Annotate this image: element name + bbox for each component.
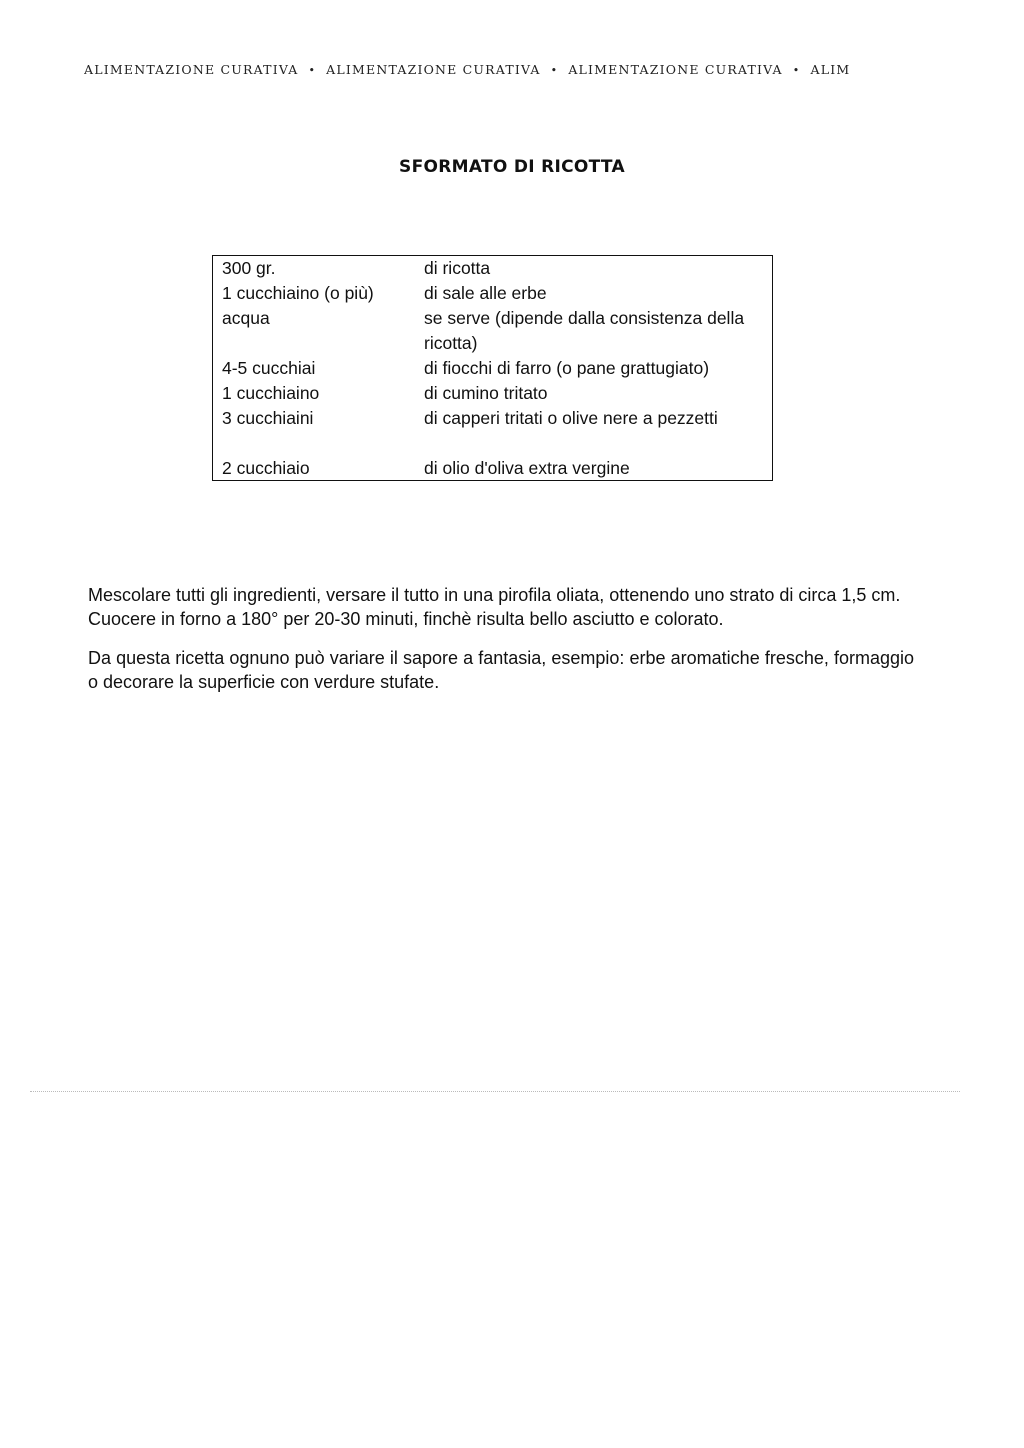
method-paragraph: Da questa ricetta ognuno può variare il sapore a fantasia, esempio: erbe aromatiche fresche, formaggio o decorare la superficie con verdure stufate. <box>88 648 914 692</box>
ingredient-description: se serve (dipende dalla consistenza della ricotta) <box>424 308 745 353</box>
header-separator: • <box>550 64 559 77</box>
ingredient-quantity: 1 cucchiaino (o più) <box>222 283 374 303</box>
header-segment: ALIMENTAZIONE CURATIVA <box>84 62 299 77</box>
ingredient-quantity: acqua <box>222 308 270 328</box>
ingredient-description: di capperi tritati o olive nere a pezzetti <box>424 408 718 428</box>
header-separator: • <box>792 64 801 77</box>
ingredients-table <box>212 255 773 481</box>
header-segment: ALIMENTAZIONE CURATIVA <box>568 62 783 77</box>
ingredient-description: di fiocchi di farro (o pane grattugiato) <box>424 358 710 378</box>
header-separator: • <box>308 64 317 77</box>
method-text <box>88 583 914 694</box>
ingredient-description: di sale alle erbe <box>424 283 547 303</box>
ingredient-description: di ricotta <box>424 258 491 278</box>
method-paragraph: Cuocere in forno a 180° per 20-30 minuti, finchè risulta bello asciutto e colorato. <box>88 609 724 629</box>
ingredient-quantity: 1 cucchiaino <box>222 383 320 403</box>
header-segment: ALIMENTAZIONE CURATIVA <box>326 62 541 77</box>
method-paragraph: Mescolare tutti gli ingredienti, versare il tutto in una pirofila oliata, ottenendo uno strato di circa 1,5 cm. <box>88 585 901 605</box>
ingredient-quantity: 4-5 cucchiai <box>222 358 316 378</box>
header-segment: ALIM <box>810 62 851 77</box>
ingredient-quantity: 2 cucchiaio <box>222 458 310 478</box>
ingredient-description: di cumino tritato <box>424 383 548 403</box>
ingredient-quantity: 300 gr. <box>222 258 276 278</box>
running-header <box>84 62 984 77</box>
recipe-title: SFORMATO DI RICOTTA <box>399 157 625 177</box>
scan-dotted-line <box>30 1091 960 1092</box>
ingredient-description: di olio d'oliva extra vergine <box>424 458 630 478</box>
ingredient-quantity: 3 cucchiaini <box>222 408 314 428</box>
